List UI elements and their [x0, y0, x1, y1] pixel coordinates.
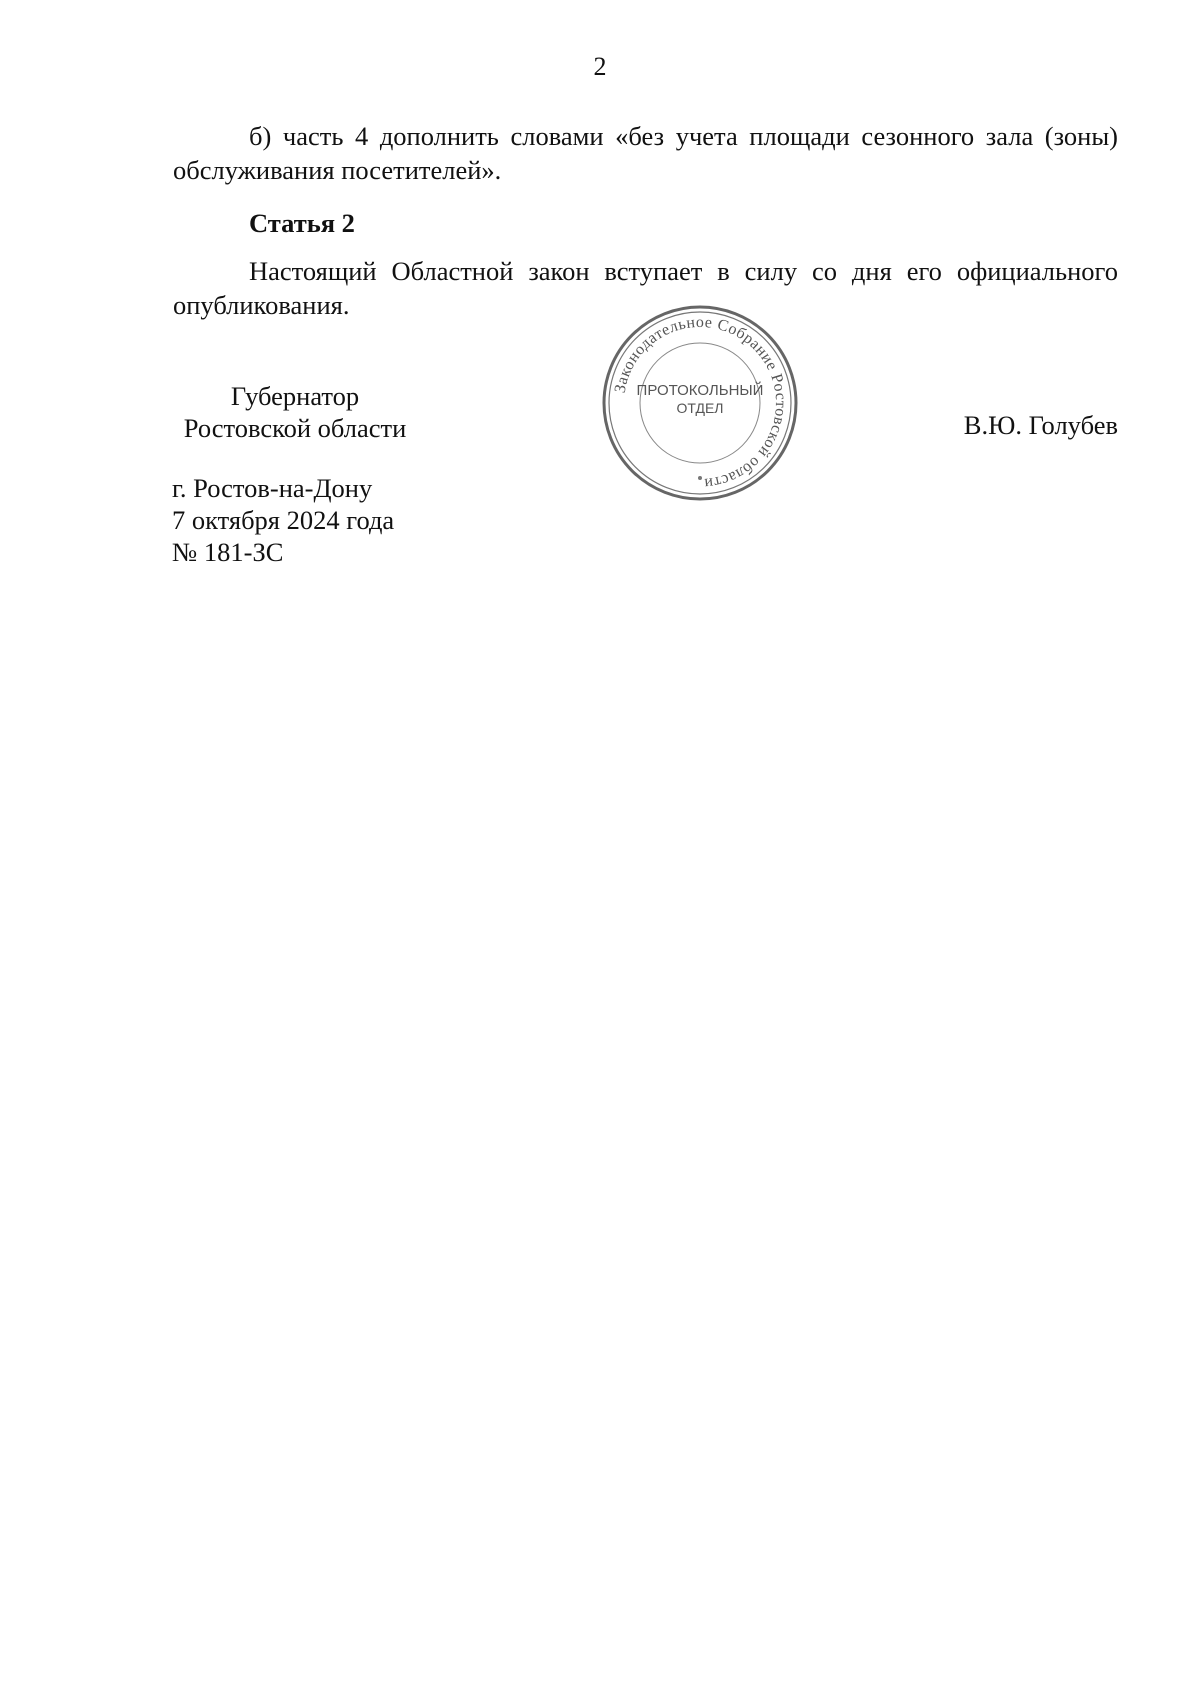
seal-icon — [600, 303, 800, 503]
date: 7 октября 2024 года — [172, 505, 395, 535]
place-date-block — [172, 472, 394, 568]
seal-center-line-1: ПРОТОКОЛЬНЫЙ — [636, 382, 764, 399]
seal-center-line-2: ОТДЕЛ — [676, 400, 724, 416]
article-paragraph: Настоящий Областной закон вступает в силу со дня его официального опубликования. — [173, 256, 1118, 320]
amendment-paragraph: б) часть 4 дополнить словами «без учета площади сезонного зала (зоны) обслуживания посетителей». — [173, 121, 1118, 185]
official-seal — [600, 303, 800, 503]
place: г. Ростов-на-Дону — [172, 473, 373, 503]
article-heading: Статья 2 — [249, 208, 355, 238]
position-line-1: Губернатор — [230, 381, 360, 411]
position-line-2: Ростовской области — [183, 413, 407, 443]
signatory-position — [165, 380, 425, 444]
signatory-name: В.Ю. Голубев — [963, 410, 1118, 440]
document-number: № 181-ЗС — [172, 537, 284, 567]
seal-ring-text: Законодательное Собрание Ростовской области — [611, 313, 790, 492]
page-number: 2 — [593, 52, 607, 81]
